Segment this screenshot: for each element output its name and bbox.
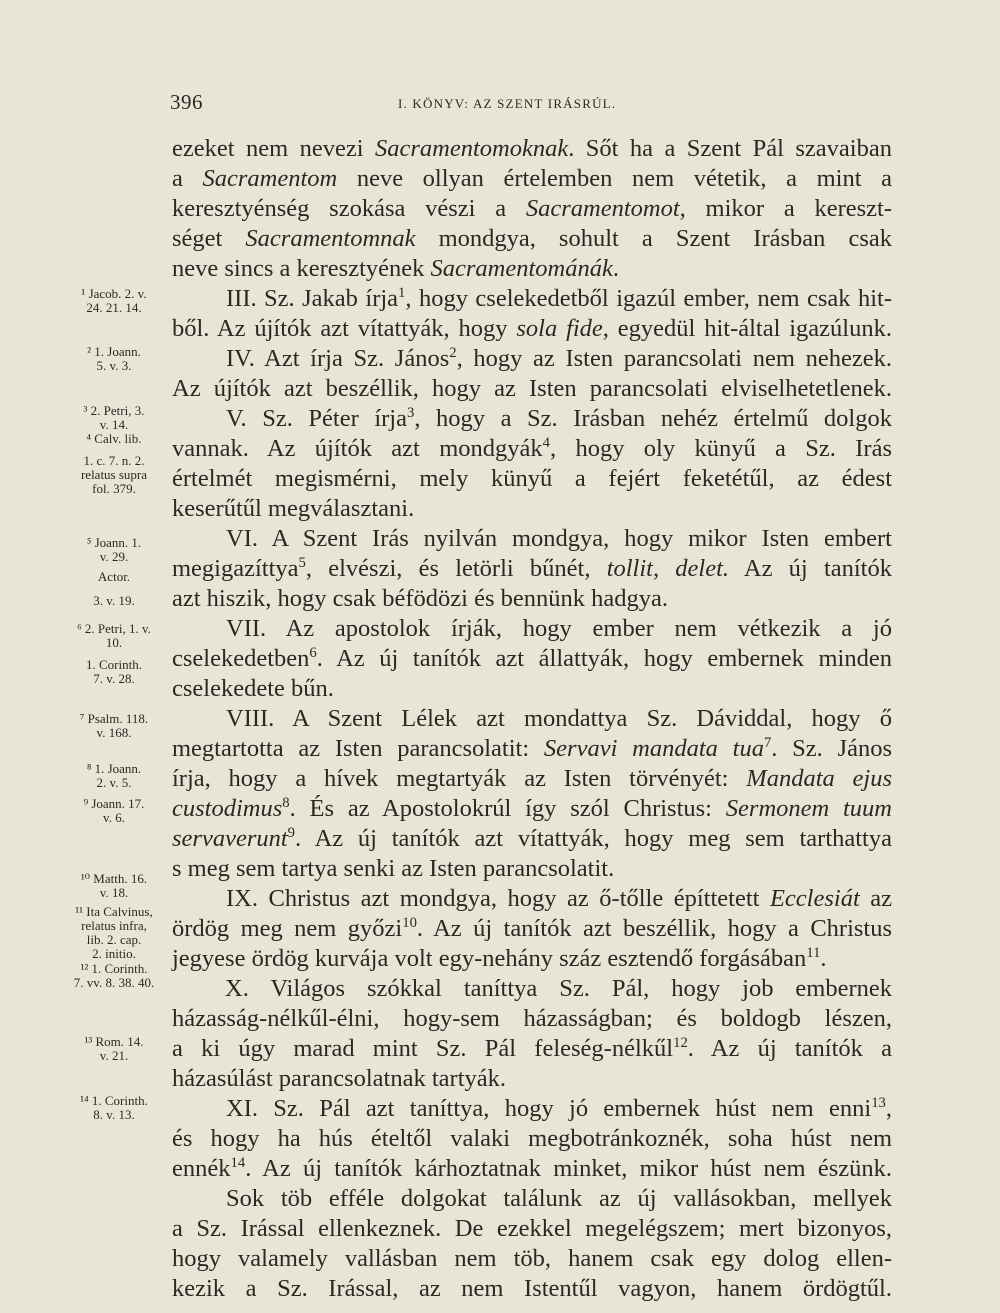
text-run: IX. Christus azt mondgya, hogy az ő-tőlle építtetett [226, 885, 770, 912]
margin-note-line: ⁸ 1. Joann. [86, 761, 142, 776]
text-run: keresztyénség szokása vészi a [172, 195, 526, 222]
text-line [226, 1094, 892, 1124]
text-line [225, 974, 892, 1004]
text-run: kezik a Sz. Irással, az nem Istentűl vagyon, hanem ördögtűl. [172, 1275, 892, 1302]
text-run: , hogy az Isten parancsolati nem nehezek. [456, 345, 892, 372]
text-line [172, 464, 892, 494]
text-line [172, 584, 892, 614]
text-line [226, 524, 892, 554]
text-run: , hogy a Sz. Irásban nehéz értelmű dolgok [414, 405, 892, 432]
margin-note [58, 404, 170, 432]
margin-note-line: v. 6. [103, 810, 125, 825]
text-line [226, 284, 892, 314]
margin-note [58, 658, 170, 686]
text-run: és hogy ha hús ételtől valaki megbotránkoznék, soha húst nem [172, 1125, 892, 1152]
text-run: hogy valamely vallásban nem töb, hanem csak egy dolog ellen- [172, 1245, 892, 1272]
text-line [172, 1034, 892, 1064]
text-line [172, 1214, 892, 1244]
margin-note [58, 570, 170, 584]
text-run: . Sz. János [771, 735, 892, 762]
text-run: keserűtűl megválasztani. [172, 495, 415, 522]
text-run: házasság-nélkűl-élni, hogy-sem házasságban; és boldogb lészen, [172, 1005, 892, 1032]
text-run: , [885, 1095, 892, 1122]
footnote-marker: 9 [287, 824, 296, 841]
text-run: ördög meg nem győzi [172, 915, 403, 942]
text-run: . Az új tanítók a [687, 1035, 892, 1062]
margin-note-line: ⁷ Psalm. 118. [79, 711, 149, 726]
text-run: . [612, 255, 619, 282]
text-run: mondgya, sohult a Szent Irásban csak [415, 225, 892, 252]
margin-note-line: 8. v. 13. [93, 1107, 135, 1122]
margin-note-line: v. 29. [99, 549, 129, 564]
italic-text: sola fide, [516, 315, 609, 342]
text-run: vannak. Az újítók azt mondgyák [172, 435, 543, 462]
footnote-marker: 14 [230, 1154, 246, 1171]
footnote-marker: 13 [871, 1094, 886, 1111]
italic-text: Servavi mandata tua [543, 735, 764, 762]
text-run: megigazíttya [172, 555, 299, 582]
margin-note-line: fol. 379. [92, 481, 136, 496]
text-run: egyedül hit-által igazúlunk. [608, 315, 892, 342]
margin-note [58, 454, 170, 496]
text-line [172, 224, 892, 254]
margin-note [58, 962, 170, 990]
margin-note [58, 345, 170, 373]
margin-note-line: 2. v. 5. [96, 775, 132, 790]
text-run: írja, hogy a hívek megtartyák az Isten törvényét: [172, 765, 747, 792]
italic-text: Sacramentomot, [525, 195, 686, 222]
margin-note-line: ¹² 1. Corinth. [80, 961, 148, 976]
margin-note-line: ² 1. Joann. [87, 344, 141, 359]
text-run: házasúlást parancsolatnak tartyák. [172, 1065, 507, 1092]
text-run: cselekedete bűn. [172, 675, 334, 702]
text-line [172, 494, 892, 524]
text-line [172, 434, 892, 464]
text-run: . Az új tanítók azt állattyák, hogy embernek minden [316, 645, 892, 672]
text-run: neve ollyan értelemben nem vétetik, a mint a [337, 165, 892, 192]
text-line [172, 1004, 892, 1034]
text-line [172, 254, 892, 284]
text-line [172, 794, 892, 824]
text-line [172, 194, 892, 224]
margin-note-line: 7. vv. 8. 38. 40. [73, 975, 155, 990]
text-run: VI. A Szent Irás nyilván mondgya, hogy mikor Isten embert [226, 525, 892, 552]
text-run: neve sincs a keresztyének [172, 255, 431, 282]
margin-note-line: relatus supra [80, 467, 148, 482]
margin-note-line: 2. initio. [92, 946, 136, 961]
text-run: Sok töb efféle dolgokat találunk az új vallásokban, mellyek [226, 1185, 892, 1212]
margin-note-line: v. 21. [99, 1048, 129, 1063]
italic-text: Sacramentomoknak [374, 135, 569, 162]
margin-note [58, 797, 170, 825]
text-line [172, 554, 892, 584]
margin-note-line: ⁵ Joann. 1. [86, 535, 142, 550]
text-line [226, 404, 892, 434]
text-line [172, 914, 892, 944]
text-line [226, 884, 892, 914]
text-run: az [859, 885, 893, 912]
margin-note-line: 3. v. 19. [93, 593, 135, 608]
italic-text: Sacramentománák [430, 255, 613, 282]
footnote-marker: 8 [282, 794, 290, 811]
margin-note-line: 1. c. 7. n. 2. [83, 453, 145, 468]
text-run: a Sz. Irással ellenkeznek. De ezekkel megelégszem; mert bizonyos, [172, 1215, 892, 1242]
text-line [172, 164, 892, 194]
italic-text: Sermonem tuum [725, 795, 892, 822]
text-line [226, 1184, 892, 1214]
text-run: X. Világos szókkal taníttya Sz. Pál, hogy job embernek [225, 975, 892, 1002]
text-run: IV. Azt írja Sz. János [226, 345, 450, 372]
margin-note [58, 1094, 170, 1122]
margin-note-line: ³ 2. Petri, 3. [83, 403, 145, 418]
margin-note-line: ¹¹ Ita Calvinus, [75, 904, 153, 919]
margin-note-line: v. 14. [99, 417, 129, 432]
text-run: , hogy oly künyű a Sz. Irás [549, 435, 892, 462]
text-run: mikor a kereszt- [685, 195, 892, 222]
text-run: III. Sz. Jakab írja [226, 285, 399, 312]
italic-text: servaverunt [172, 825, 288, 852]
text-run: ből. Az újítók azt vítattyák, hogy [172, 315, 517, 342]
margin-note-line: ¹⁰ Matth. 16. [80, 871, 148, 886]
text-run: megtartotta az Isten parancsolatit: [172, 735, 544, 762]
text-run: Az újítók azt beszéllik, hogy az Isten parancsolati elviselhetetlenek. [172, 375, 892, 402]
margin-note-line: 10. [105, 635, 123, 650]
margin-note [58, 432, 170, 446]
margin-note [58, 287, 170, 315]
footnote-marker: 1 [398, 284, 406, 301]
margin-note [58, 762, 170, 790]
margin-note-line: v. 18. [99, 885, 129, 900]
text-run: . És az Apostolokrúl így szól Christus: [289, 795, 726, 822]
text-line [172, 854, 892, 884]
text-line [226, 614, 892, 644]
margin-note-line: v. 168. [96, 725, 132, 740]
text-run: a ki úgy marad mint Sz. Pál feleség-nélkűl [172, 1035, 674, 1062]
footnote-marker: 7 [763, 734, 772, 751]
text-line [172, 1244, 892, 1274]
text-run: azt hiszik, hogy csak béfödözi és bennünk hadgya. [172, 585, 668, 612]
text-line [172, 944, 892, 974]
text-line [172, 824, 892, 854]
text-run: . Az új tanítók kárhoztatnak minket, mikor húst nem észünk. [245, 1155, 892, 1182]
text-line [172, 314, 892, 344]
page-number: 396 [170, 90, 203, 114]
italic-text: Ecclesiát [769, 885, 860, 912]
text-line [172, 764, 892, 794]
italic-text: Sacramentomnak [245, 225, 416, 252]
text-run: értelmét megismérni, mely künyű a fejért feketétűl, az édest [172, 465, 892, 492]
text-run: . Sőt ha a Szent Pál szavaiban [568, 135, 892, 162]
running-head: I. KÖNYV: AZ SZENT IRÁSRÚL. [398, 96, 617, 111]
text-line [172, 1124, 892, 1154]
text-run: ennék [172, 1155, 231, 1182]
footnote-marker: 12 [673, 1034, 688, 1051]
italic-text: custodimus [172, 795, 283, 822]
text-run: jegyese ördög kurvája volt egy-nehány száz esztendő forgásában [172, 945, 807, 972]
text-line [172, 1274, 892, 1304]
text-line [172, 134, 892, 164]
margin-note [58, 536, 170, 564]
text-line [172, 674, 892, 704]
text-run: VII. Az apostolok írják, hogy ember nem vétkezik a jó [226, 615, 892, 642]
footnote-marker: 3 [406, 404, 415, 421]
text-run: a [172, 165, 203, 192]
margin-note-line: ¹⁴ 1. Corinth. [80, 1093, 148, 1108]
footnote-marker: 6 [309, 644, 317, 661]
text-line [226, 344, 892, 374]
margin-note-line: relatus infra, [81, 918, 147, 933]
margin-note-line: 5. v. 3. [96, 358, 132, 373]
text-line [172, 644, 892, 674]
margin-note-line: ¹³ Rom. 14. [84, 1034, 144, 1049]
margin-note [58, 594, 170, 608]
margin-note [58, 905, 170, 961]
text-run: . Az új tanítók azt vítattyák, hogy meg sem tarthattya [295, 825, 892, 852]
text-run: . [820, 945, 827, 972]
text-run: VIII. A Szent Lélek azt mondattya Sz. Dáviddal, hogy ő [226, 705, 892, 732]
text-line [172, 1064, 892, 1094]
text-run: cselekedetben [172, 645, 310, 672]
margin-note [58, 712, 170, 740]
margin-note-line: 7. v. 28. [93, 671, 135, 686]
text-run: Az új tanítók [729, 555, 892, 582]
text-line [172, 734, 892, 764]
margin-note-line: ⁴ Calv. lib. [86, 431, 142, 446]
footnote-marker: 4 [542, 434, 550, 451]
text-run: XI. Sz. Pál azt taníttya, hogy jó embernek húst nem enni [226, 1095, 872, 1122]
text-run: ezeket nem nevezi [172, 135, 375, 162]
margin-note-line: Actor. [97, 569, 131, 584]
footnote-marker: 2 [449, 344, 457, 361]
footnote-marker: 10 [402, 914, 417, 931]
text-run: , hogy cselekedetből igazúl ember, nem csak hit- [405, 285, 892, 312]
text-line [172, 374, 892, 404]
italic-text: tollit, delet. [606, 555, 730, 582]
margin-note-line: ⁹ Joann. 17. [83, 796, 145, 811]
italic-text: Mandata ejus [746, 765, 892, 792]
text-run: s meg sem tartya senki az Isten parancsolatit. [172, 855, 615, 882]
margin-note-line: 24. 21. 14. [86, 300, 142, 315]
text-run: . Az új tanítók azt beszéllik, hogy a Christus [416, 915, 893, 942]
text-run: , elvészi, és letörli bűnét, [305, 555, 607, 582]
footnote-marker: 11 [806, 944, 821, 961]
margin-note-line: ⁶ 2. Petri, 1. v. [77, 621, 151, 636]
margin-note [58, 1035, 170, 1063]
margin-note [58, 622, 170, 650]
italic-text: Sacramentom [202, 165, 338, 192]
text-line [172, 1154, 892, 1184]
text-line [226, 704, 892, 734]
margin-note-line: lib. 2. cap. [86, 932, 142, 947]
text-run: séget [172, 225, 246, 252]
margin-note-line: ¹ Jacob. 2. v. [81, 286, 147, 301]
margin-note-line: 1. Corinth. [86, 657, 142, 672]
margin-note [58, 872, 170, 900]
footnote-marker: 5 [298, 554, 306, 571]
text-run: V. Sz. Péter írja [226, 405, 407, 432]
